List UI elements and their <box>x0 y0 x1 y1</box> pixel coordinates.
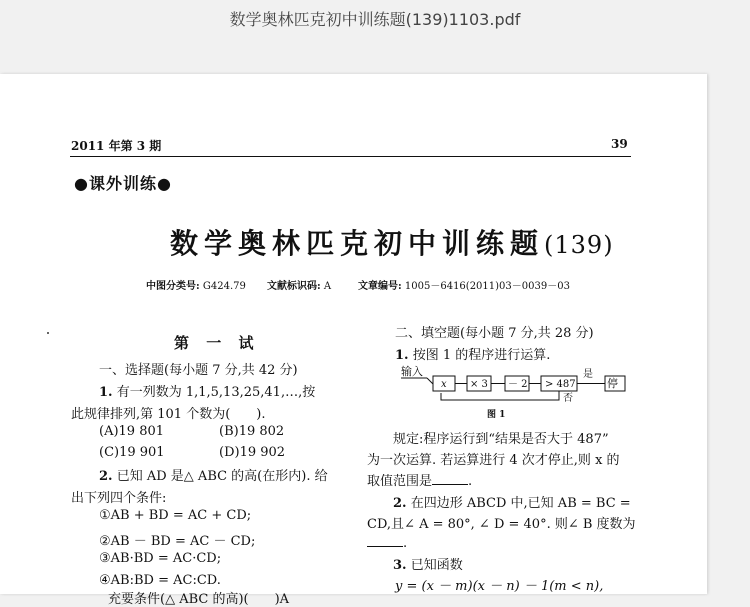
pdf-page[interactable] <box>0 74 707 607</box>
fill-q1-number: 1. <box>395 348 409 363</box>
condition-3: ③AB·BD = AC·CD; <box>99 551 222 566</box>
q1-number: 1. <box>99 385 113 400</box>
issue-label: 2011 年第 3 期 <box>71 139 162 153</box>
section-title: 第 一 试 <box>174 334 260 352</box>
clc-value: G424.79 <box>202 281 246 292</box>
condition-2: ②AB － BD = AC － CD; <box>99 534 256 549</box>
clc-code <box>146 277 246 292</box>
clc-label: 中图分类号: <box>146 281 200 292</box>
fill-q3-line1 <box>393 554 463 573</box>
title-number: (139) <box>544 231 614 259</box>
fill-q2-text1: 在四边形 ABCD 中,已知 AB = BC = <box>410 496 631 511</box>
title-main: 数学奥林匹克初中训练题 <box>170 227 545 260</box>
q1-line2: 此规律排列,第 101 个数为( ). <box>71 407 266 422</box>
margin-dot <box>47 332 49 334</box>
fill-q3-formula: y = (x － m)(x － n) － 1(m < n), <box>395 579 604 594</box>
q1-option-b: (B)19 802 <box>219 424 285 439</box>
flow-box-x-label: x <box>441 379 447 390</box>
fill-q1-rule2: 为一次运算. 若运算进行 4 次才停止,则 x 的 <box>367 453 620 468</box>
part2-title: 二、填空题(每小题 7 分,共 28 分) <box>395 326 594 341</box>
fill-q2-line1 <box>393 492 631 511</box>
fill-q1-line1 <box>395 344 550 363</box>
flow-box-minus2-label: － 2 <box>508 379 528 390</box>
figure-caption: 图 1 <box>487 410 506 420</box>
fill-q2-line3 <box>367 534 407 551</box>
blank-period-2: . <box>403 536 408 551</box>
article-id <box>358 277 570 292</box>
doc-code-label: 文献标识码: <box>267 281 321 292</box>
q1-option-c: (C)19 901 <box>99 445 165 460</box>
document-title: 数学奥林匹克初中训练题(139)1103.pdf <box>229 10 521 29</box>
flow-no-label: 否 <box>563 393 573 404</box>
answer-blank <box>432 472 468 485</box>
fill-q1-text1: 按图 1 的程序进行运算. <box>412 348 551 363</box>
article-id-value: 1005－6416(2011)03－0039－03 <box>404 281 570 292</box>
doc-code-value: A <box>323 281 332 292</box>
fill-q2-number: 2. <box>393 496 407 511</box>
condition-1: ①AB + BD = AC + CD; <box>99 508 252 523</box>
flow-box-compare-label: > 487 <box>545 379 576 390</box>
cut-off-line: 充要条件(△ ABC 的高)( )A <box>108 592 290 607</box>
fill-q1-rule3 <box>367 470 472 489</box>
column-tag: ●课外训练● <box>74 174 172 193</box>
doc-code <box>267 277 331 292</box>
page-number: 39 <box>611 137 628 151</box>
q2-number: 2. <box>99 469 113 484</box>
blank-period: . <box>468 474 473 489</box>
fill-q2-line2: CD,且∠ A = 80°, ∠ D = 40°. 则∠ B 度数为 <box>367 517 636 532</box>
header-rule <box>70 156 631 157</box>
q1-option-d: (D)19 902 <box>219 445 286 460</box>
flow-box-stop-label: 停 <box>607 377 618 390</box>
condition-4: ④AB:BD = AC:CD. <box>99 573 221 588</box>
answer-blank-2 <box>367 534 403 547</box>
program-flowchart <box>397 362 632 412</box>
fill-q3-text1: 已知函数 <box>410 558 463 573</box>
q2-line2: 出下列四个条件: <box>71 491 167 506</box>
fill-q3-number: 3. <box>393 558 407 573</box>
flow-loop-back <box>441 391 559 400</box>
q1-line1 <box>99 381 315 400</box>
fill-q1-rule3-text: 取值范围是 <box>367 474 433 489</box>
part1-title: 一、选择题(每小题 7 分,共 42 分) <box>99 363 298 378</box>
page-title <box>170 222 614 262</box>
flow-arrow-0 <box>427 378 433 384</box>
flow-box-times3-label: × 3 <box>470 379 488 390</box>
q1-option-a: (A)19 801 <box>99 424 165 439</box>
fill-q1-rule1: 规定:程序运行到“结果是否大于 487” <box>393 432 609 447</box>
flow-input-label: 输入 <box>401 365 423 378</box>
article-id-label: 文章编号: <box>358 281 402 292</box>
flow-yes-label: 是 <box>583 369 593 380</box>
q2-line1 <box>99 465 328 484</box>
q2-text1: 已知 AD 是△ ABC 的高(在形内). 给 <box>116 469 328 484</box>
q1-text1: 有一列数为 1,1,5,13,25,41,…,按 <box>116 385 316 400</box>
